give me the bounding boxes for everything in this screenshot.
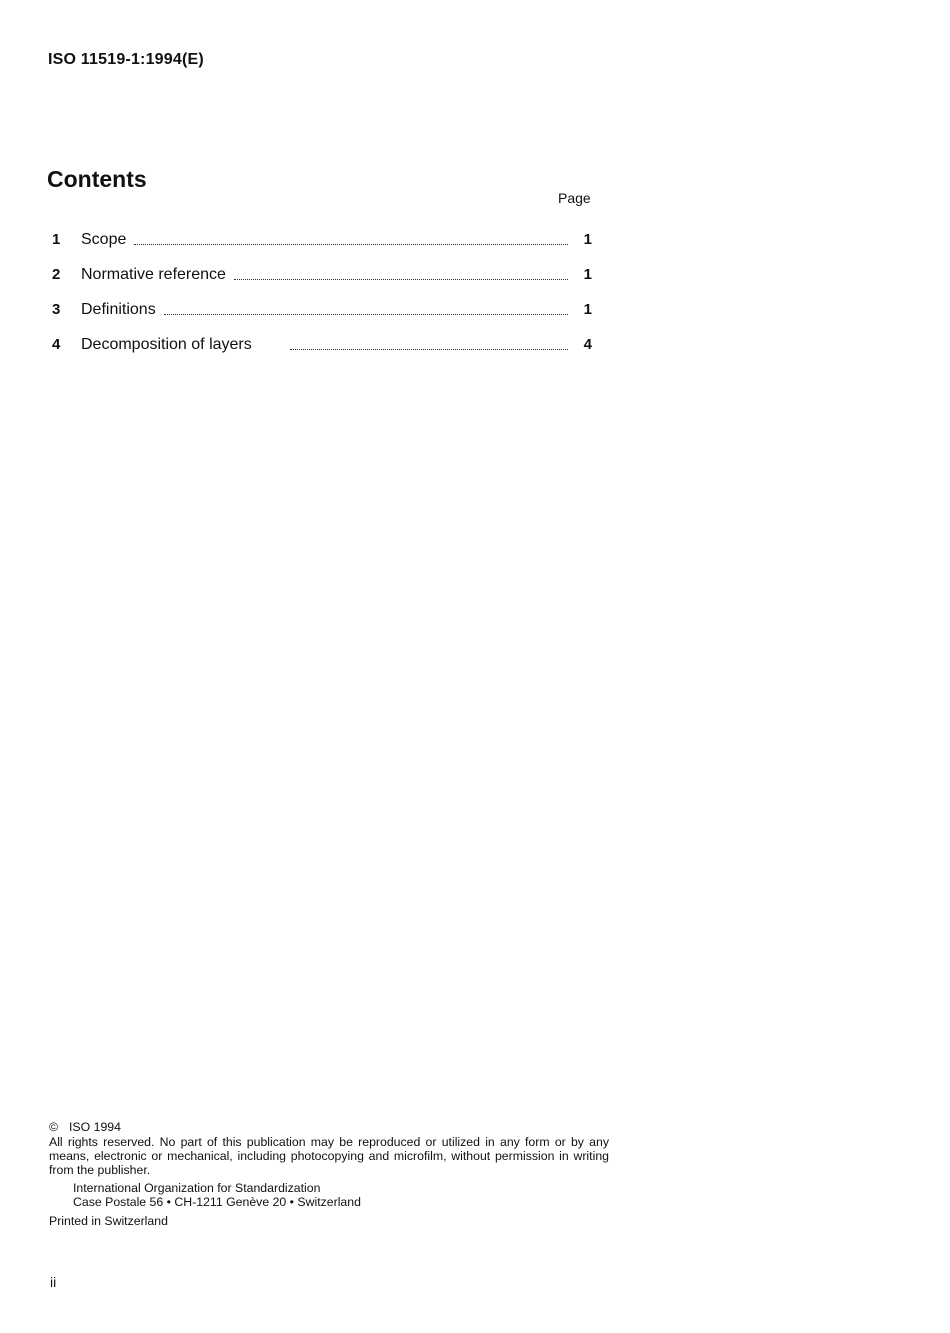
toc-entry-scope[interactable]: [52, 222, 592, 257]
copyright-block: [49, 1120, 609, 1228]
contents-title: Contents: [47, 166, 147, 192]
organization-name: International Organization for Standardization: [73, 1181, 321, 1195]
page-column-label: Page: [558, 190, 591, 206]
toc-entry-page: 1: [583, 266, 592, 283]
copyright-symbol: ©: [49, 1120, 59, 1134]
publisher-address: [73, 1181, 609, 1209]
page-number: ii: [50, 1274, 57, 1290]
dot-leader: [164, 314, 568, 315]
table-of-contents: [52, 222, 592, 362]
dot-leader: [290, 349, 568, 350]
dot-leader: [234, 279, 568, 280]
toc-entry-normative-reference[interactable]: [52, 257, 592, 292]
copyright-notice: [49, 1120, 609, 1134]
toc-entry-label: Normative reference: [81, 265, 226, 283]
dot-leader: [134, 244, 568, 245]
toc-entry-number: 1: [52, 231, 61, 248]
copyright-holder-year: ISO 1994: [69, 1120, 121, 1134]
document-header: ISO 11519-1:1994(E): [48, 51, 204, 68]
toc-entry-decomposition-of-layers[interactable]: [52, 327, 592, 362]
rights-reserved-text: All rights reserved. No part of this publication may be reproduced or utilized in any form or by any means, electronic or mechanical, including photocopying and microfilm, without permission in writing from the publisher.: [49, 1135, 609, 1177]
postal-address: Case Postale 56 • CH-1211 Genève 20 • Switzerland: [73, 1195, 361, 1209]
toc-entry-page: 1: [583, 231, 592, 248]
toc-entry-number: 2: [52, 266, 61, 283]
toc-entry-label: Decomposition of layers: [81, 335, 252, 353]
toc-entry-page: 1: [583, 301, 592, 318]
printed-in-note: Printed in Switzerland: [49, 1214, 168, 1228]
toc-entry-label: Scope: [81, 230, 127, 248]
toc-entry-label: Definitions: [81, 300, 156, 318]
toc-entry-definitions[interactable]: [52, 292, 592, 327]
toc-entry-number: 4: [52, 336, 61, 353]
toc-entry-number: 3: [52, 301, 61, 318]
toc-entry-page: 4: [583, 336, 592, 353]
